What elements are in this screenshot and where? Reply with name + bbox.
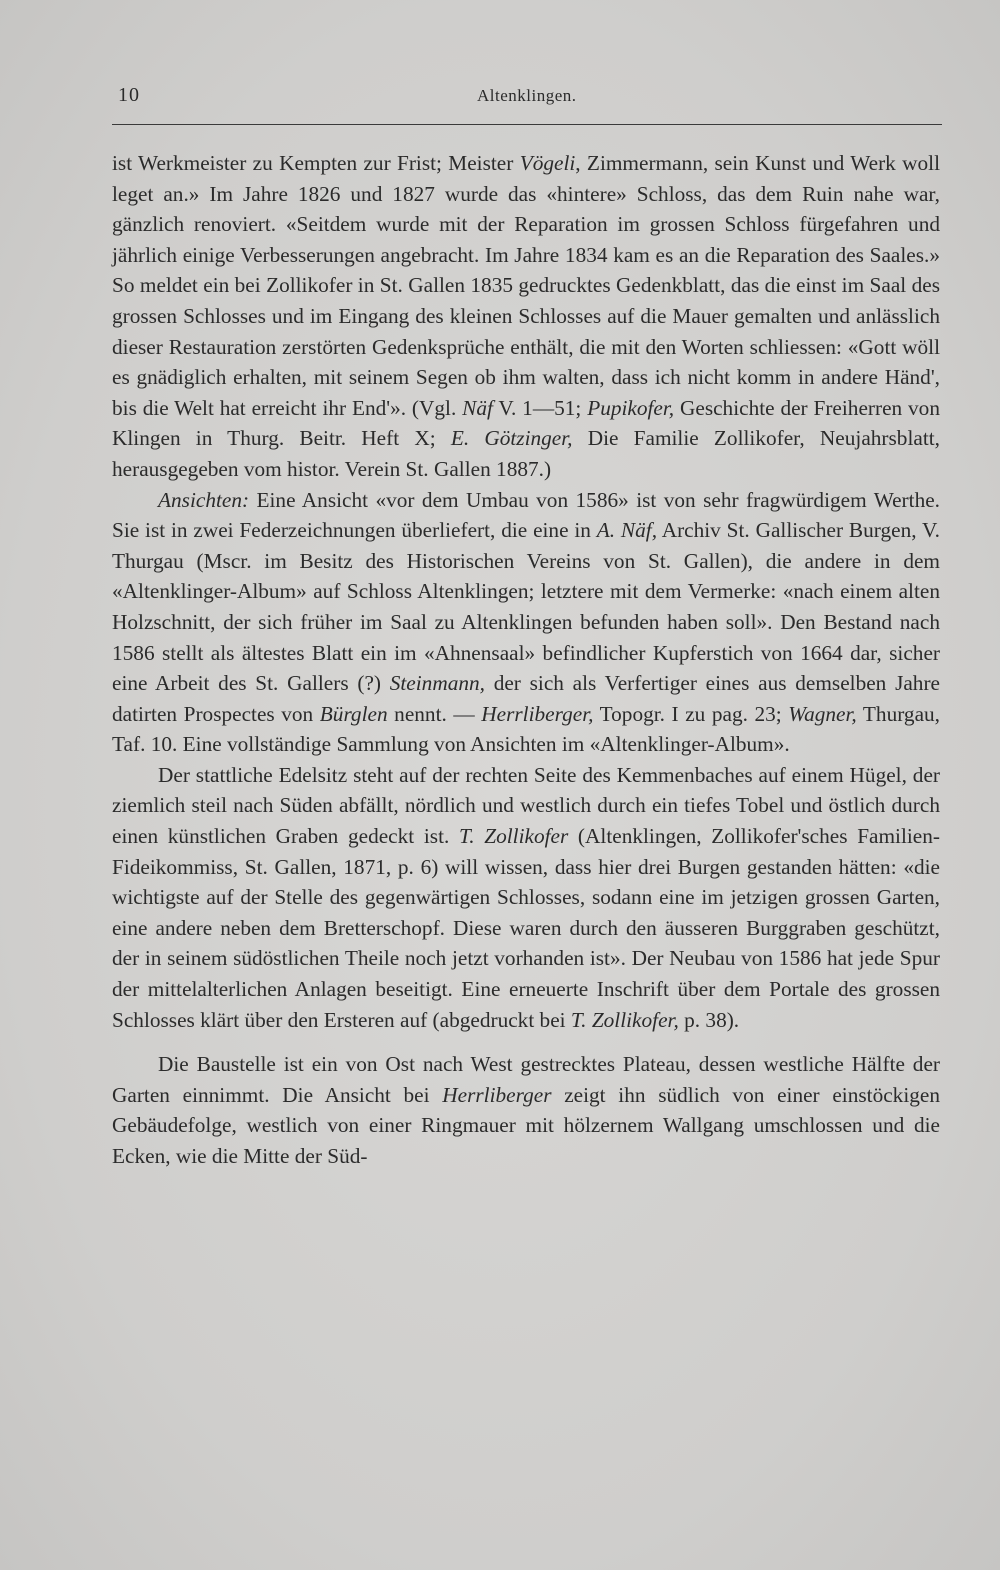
- paragraph-3: Der stattliche Edelsitz steht auf der rechten Seite des Kemmenbaches auf einem Hügel, der ziemlich steil nach Süden abfällt, nördlich und westlich durch ein tiefes Tobel und östlich durch einen künstlichen Graben gedeckt ist. T. Zollikofer (Altenklingen, Zollikofer'sches Familien-Fideikommiss, St. Gallen, 1871, p. 6) will wissen, dass hier drei Burgen gestanden hätten: «die wichtigste auf der Stelle des gegenwärtigen Schlosses, sodann eine im jetzigen grossen Garten, eine andere neben dem Bretterschopf. Diese waren durch den äusseren Burggraben geschützt, der in seinem südöstlichen Theile noch jetzt vorhanden ist». Der Neubau von 1586 hat jede Spur der mittelalterlichen Anlagen beseitigt. Eine erneuerte Inschrift über dem Portale des grossen Schlosses klärt über den Ersteren auf (abgedruckt bei T. Zollikofer, p. 38).: [112, 762, 940, 1032]
- paragraph-4: Die Baustelle ist ein von Ost nach West gestrecktes Plateau, dessen westliche Hälfte der Garten einnimmt. Die Ansicht bei Herrliberger zeigt ihn südlich von einer einstöckigen Gebäudefolge, westlich von einer Ringmauer mit hölzernem Wallgang umschlossen und die Ecken, wie die Mitte der Süd-: [112, 1052, 940, 1168]
- running-title: Altenklingen.: [477, 86, 577, 105]
- body-text: [112, 148, 940, 1172]
- running-head: [112, 82, 942, 112]
- paragraph-1: ist Werkmeister zu Kempten zur Frist; Meister Vögeli, Zimmermann, sein Kunst und Werk woll leget an.» Im Jahre 1826 und 1827 wurde das «hintere» Schloss, das dem Ruin nahe war, gänzlich renoviert. «Seitdem wurde mit der Reparation im grossen Schloss fürgefahren und jährlich einige Verbesserungen angebracht. Im Jahre 1834 kam es an die Reparation des Saales.» So meldet ein bei Zollikofer in St. Gallen 1835 gedrucktes Gedenkblatt, das die einst im Saal des grossen Schlosses und im Eingang des kleinen Schlosses auf die Mauer gemalten und anlässlich dieser Restauration zerstörten Gedenksprüche enthält, die mit den Worten schliessen: «Gott wöll es gnädiglich erhalten, mit seinem Segen ob ihm walten, dass ich nicht komm in andere Händ', bis die Welt hat erreicht ihr End'». (Vgl. Näf V. 1—51; Pupikofer, Geschichte der Freiherren von Klingen in Thurg. Beitr. Heft X; E. Götzinger, Die Familie Zollikofer, Neujahrsblatt, herausgegeben vom histor. Verein St. Gallen 1887.): [112, 151, 940, 481]
- page-number: 10: [118, 84, 140, 106]
- header-rule: [112, 124, 942, 125]
- paragraph-2: Ansichten: Eine Ansicht «vor dem Umbau von 1586» ist von sehr fragwürdigem Werthe. Sie ist in zwei Federzeichnungen überliefert, die eine in A. Näf, Archiv St. Gallischer Burgen, V. Thurgau (Mscr. im Besitz des Historischen Vereins von St. Gallen), die andere in dem «Altenklinger-Album» auf Schloss Altenklingen; letztere mit dem Vermerke: «nach einem alten Holzschnitt, der sich früher im Saal zu Altenklingen befunden haben soll». Den Bestand nach 1586 stellt als ältestes Blatt ein im «Ahnensaal» befindlicher Kupferstich von 1664 dar, sicher eine Arbeit des St. Gallers (?) Steinmann, der sich als Verfertiger eines aus demselben Jahre datirten Prospectes von Bürglen nennt. — Herrliberger, Topogr. I zu pag. 23; Wagner, Thurgau, Taf. 10. Eine vollständige Sammlung von Ansichten im «Altenklinger-Album».: [112, 487, 941, 757]
